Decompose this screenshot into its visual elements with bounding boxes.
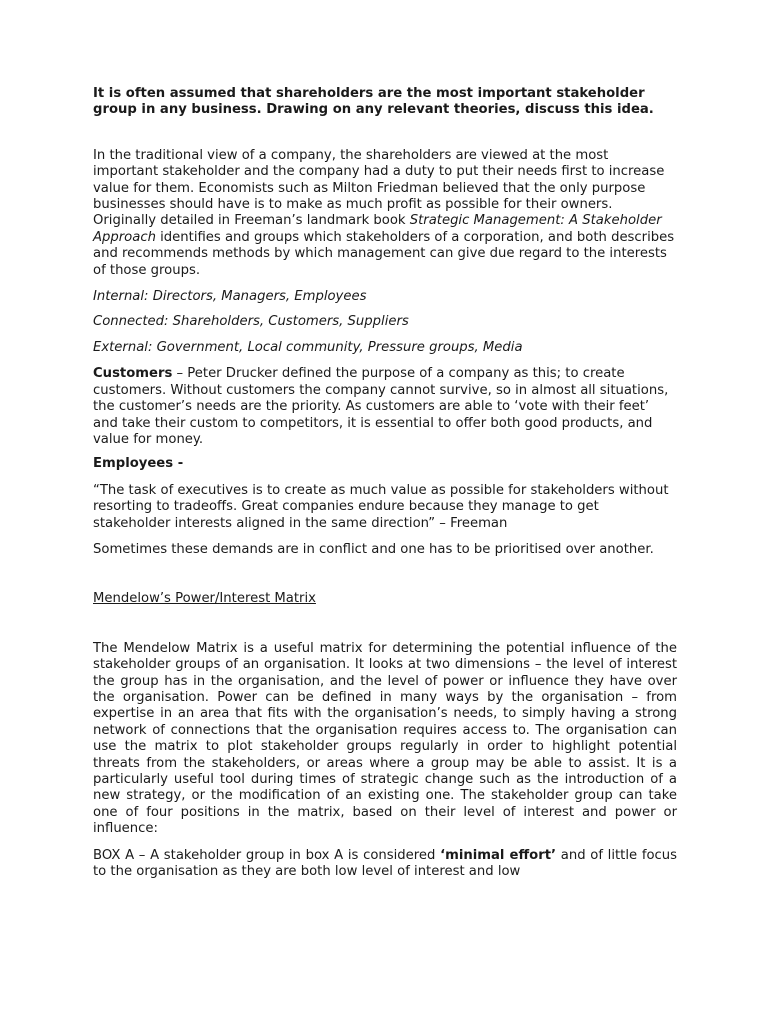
customers-paragraph: [93, 366, 677, 448]
internal-groups: Internal: Directors, Managers, Employees: [93, 289, 367, 305]
document-page: [93, 86, 677, 880]
customers-label: Customers: [93, 366, 173, 382]
intro-paragraph: [93, 148, 677, 279]
external-groups: External: Government, Local community, Pressure groups, Media: [93, 339, 523, 355]
book-title: Strategic Management: A Stakeholder Approach: [93, 213, 662, 245]
conflict-paragraph: Sometimes these demands are in conflict and one has to be prioritised over another.: [93, 541, 654, 557]
intro-text-after: identifies and groups which stakeholders of a corporation, and both describes and recommends methods by which management can give due regard to the interests of those groups.: [93, 229, 675, 278]
box-a-text-before: BOX A – A stakeholder group in box A is considered: [93, 847, 441, 863]
box-a-paragraph: [93, 848, 677, 881]
mendelow-paragraph: The Mendelow Matrix is a useful matrix for determining the potential influence of the stakeholder groups of an organisation. It looks at two dimensions – the level of interest the group has in the organisation, and the level of power or influence they have over the organisation. Power can be defined in many ways by the organisation – from expertise in an area that fits with the organisation’s needs, to simply having a strong network of connections that the organisation requires access to. The organisation can use the matrix to plot stakeholder groups regularly in order to highlight potential threats from the stakeholders, or areas where a group may be able to assist. It is a particularly useful tool during times of strategic change such as the introduction of a new strategy, or the modification of an existing one. The stakeholder group can take one of four positions in the matrix, based on their level of interest and power or influence:: [93, 640, 677, 837]
connected-groups: Connected: Shareholders, Customers, Suppliers: [93, 314, 409, 330]
mendelow-heading: Mendelow’s Power/Interest Matrix: [93, 591, 316, 607]
customers-text: – Peter Drucker defined the purpose of a company as this; to create customers. Without customers the company cannot survive, so in almost all situations, the customer’s needs are the priority. As customers are able to ‘vote with their feet’ and take their custom to competitors, it is essential to offer both good products, and value for money.: [93, 366, 669, 447]
box-a-emphasis: ‘minimal effort’: [440, 847, 557, 863]
employees-heading: [93, 456, 677, 472]
essay-question: It is often assumed that shareholders are the most important stakeholder group in any business. Drawing on any relevant theories, discuss this idea.: [93, 86, 654, 118]
employees-label: Employees: [93, 456, 174, 472]
freeman-quote: “The task of executives is to create as much value as possible for stakeholders without resorting to tradeoffs. Great companies endure because they manage to get stakeholder interests aligned in the same direction” – Freeman: [93, 482, 669, 531]
box-a-text-after: and of little focus to the organisation as they are both low level of interest and low: [93, 847, 678, 880]
intro-text-before: In the traditional view of a company, the shareholders are viewed at the most important stakeholder and the company had a duty to put their needs first to increase value for them. Economists such as Milton Friedman believed that the only purpose businesses should have is to make as much profit as possible for their owners. Originally detailed in Freeman’s landmark book: [93, 147, 665, 229]
employees-suffix: -: [173, 456, 184, 472]
